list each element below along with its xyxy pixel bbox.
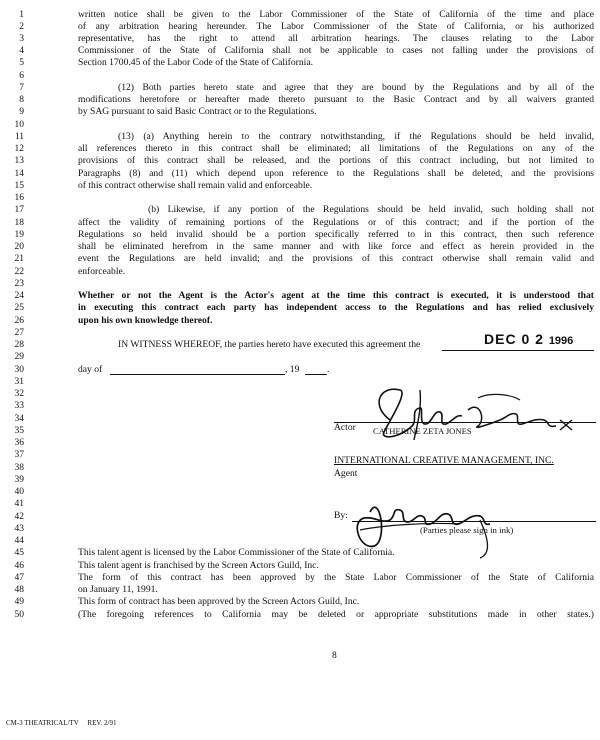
line-number: 34 (14, 414, 24, 424)
line-number: 26 (14, 316, 24, 326)
text-line: The form of this contract has been approved by the State Labor Commissioner of the State of California (78, 572, 594, 583)
line-number: 42 (14, 512, 24, 522)
text-line: Commissioner of the State of California shall not be applicable to cases not falling under the provisions of (78, 45, 594, 56)
text-line: modifications heretofore or hereafter made thereto pursuant to the Basic Contract and by all waivers granted (78, 94, 594, 105)
text-line: representative, has the right to attend all arbitration hearings. The clauses relating to the Labor (78, 33, 594, 44)
line-number: 33 (14, 401, 24, 411)
line-number: 32 (14, 389, 24, 399)
line-number: 10 (14, 120, 24, 130)
actor-name: CATHERINE ZETA JONES (373, 426, 472, 436)
agency-name: INTERNATIONAL CREATIVE MANAGEMENT, INC. (334, 455, 554, 466)
text-line: all references thereto in this contract shall be eliminated; all limitations of the Regulations on any of the (78, 143, 594, 154)
line-number: 28 (14, 340, 24, 350)
line-number: 5 (19, 58, 24, 68)
line-number: 11 (14, 132, 24, 142)
text-line: Whether or not the Agent is the Actor's agent at the time this contract is executed, it is understood that (78, 290, 594, 301)
by-label: By: (334, 510, 348, 521)
line-number: 1 (19, 10, 24, 20)
line-number: 13 (14, 156, 24, 166)
date-stamp (484, 331, 573, 347)
line-number: 48 (14, 585, 24, 595)
actor-signature-line (334, 422, 596, 423)
text-line: Regulations so held invalid should be a portion specifically referred to in this contract, then such reference (78, 229, 594, 240)
line-number: 43 (14, 524, 24, 534)
line-number: 49 (14, 597, 24, 607)
line-number: 36 (14, 438, 24, 448)
line-number: 3 (19, 34, 24, 44)
sign-in-ink-note: (Parties please sign in ink) (420, 525, 514, 535)
actor-signature (360, 380, 590, 460)
agent-label: Agent (334, 468, 358, 479)
line-number: 37 (14, 450, 24, 460)
text-line: (12) Both parties hereto state and agree that they are bound by the Regulations and by all of the (118, 82, 594, 93)
text-line: (b) Likewise, if any portion of the Regulations should be held invalid, such holding shall not (148, 204, 594, 215)
text-line: Paragraphs (8) and (11) which depend upon reference to the Regulations shall be deleted, and the provisions (78, 168, 594, 179)
line-number: 15 (14, 181, 24, 191)
line-number: 22 (14, 267, 24, 277)
form-code: CM-3 THEATRICAL/TV REV. 2/91 (6, 719, 117, 727)
text-line: (The foregoing references to California may be deleted or appropriate substitutions made in other states.) (78, 609, 594, 620)
line-number: 25 (14, 303, 24, 313)
text-line: This talent agent is franchised by the Screen Actors Guild, Inc. (78, 560, 319, 571)
line-number: 41 (14, 499, 24, 509)
text-line: Section 1700.45 of the Labor Code of the State of California. (78, 57, 313, 68)
line-number: 27 (14, 328, 24, 338)
text-line: affect the validity of remaining portions of the Regulations or of this contract; and if the portion of the (78, 217, 594, 228)
line-number: 7 (19, 83, 24, 93)
day-of-label: day of (78, 364, 103, 375)
day-field-line (110, 374, 285, 375)
line-number: 45 (14, 548, 24, 558)
line-number: 38 (14, 463, 24, 473)
text-line: of this contract otherwise shall remain valid and enforceable. (78, 180, 313, 191)
line-number: 24 (14, 291, 24, 301)
line-number: 44 (14, 536, 24, 546)
line-number: 16 (14, 193, 24, 203)
line-number: 29 (14, 352, 24, 362)
text-line: This talent agent is licensed by the Labor Commissioner of the State of California. (78, 547, 395, 558)
line-number: 21 (14, 254, 24, 264)
text-line: on January 11, 1991. (78, 584, 158, 595)
text-line: shall be eliminated herefrom in the same manner and with like force and effect as herein provided in the (78, 241, 594, 252)
line-number: 4 (19, 46, 24, 56)
year-field-line (305, 374, 327, 375)
year-prefix: , 19 (285, 364, 300, 375)
text-line: in executing this contract each party has independent access to the Regulations and has relied exclusively (78, 302, 594, 313)
line-number: 31 (14, 377, 24, 387)
line-number: 40 (14, 487, 24, 497)
year-end: . (327, 364, 330, 375)
line-number: 50 (14, 610, 24, 620)
text-line: by SAG pursuant to said Basic Contract or to the Regulations. (78, 106, 317, 117)
line-number: 20 (14, 242, 24, 252)
stamp-date: DEC 0 2 (484, 331, 544, 347)
line-number: 30 (14, 365, 24, 375)
line-number: 12 (14, 144, 24, 154)
line-number: 39 (14, 475, 24, 485)
line-number: 47 (14, 573, 24, 583)
line-number: 23 (14, 279, 24, 289)
text-line: provisions of this contract shall be released, and the portions of this contract including, but not limited to (78, 155, 594, 166)
line-number: 9 (19, 107, 24, 117)
line-number: 18 (14, 218, 24, 228)
agent-signature-line (352, 521, 596, 522)
text-line: This form of contract has been approved by the Screen Actors Guild, Inc. (78, 596, 360, 607)
line-number: 19 (14, 230, 24, 240)
text-line: (13) (a) Anything herein to the contrary notwithstanding, if the Regulations should be held invalid, (118, 131, 594, 142)
text-line: enforceable. (78, 266, 126, 277)
line-number: 2 (19, 22, 24, 32)
line-number: 14 (14, 169, 24, 179)
date-signature-line (442, 350, 594, 351)
line-number: 6 (19, 71, 24, 81)
line-number: 46 (14, 561, 24, 571)
text-line: event the Regulations are held invalid; and the provisions of this contract otherwise shall remain valid and (78, 253, 594, 264)
text-line: written notice shall be given to the Labor Commissioner of the State of California of the time and place (78, 9, 594, 20)
witness-clause: IN WITNESS WHEREOF, the parties hereto have executed this agreement the (118, 339, 421, 350)
line-number: 35 (14, 426, 24, 436)
text-line: of any arbitration hearing hereunder. The Labor Commissioner of the State of California, or his authorized (78, 21, 594, 32)
line-number: 17 (14, 205, 24, 215)
stamp-year: 1996 (548, 335, 574, 347)
actor-label: Actor (334, 422, 356, 433)
page-number: 8 (332, 650, 337, 661)
line-number: 8 (19, 95, 24, 105)
text-line: upon his own knowledge thereof. (78, 315, 213, 326)
